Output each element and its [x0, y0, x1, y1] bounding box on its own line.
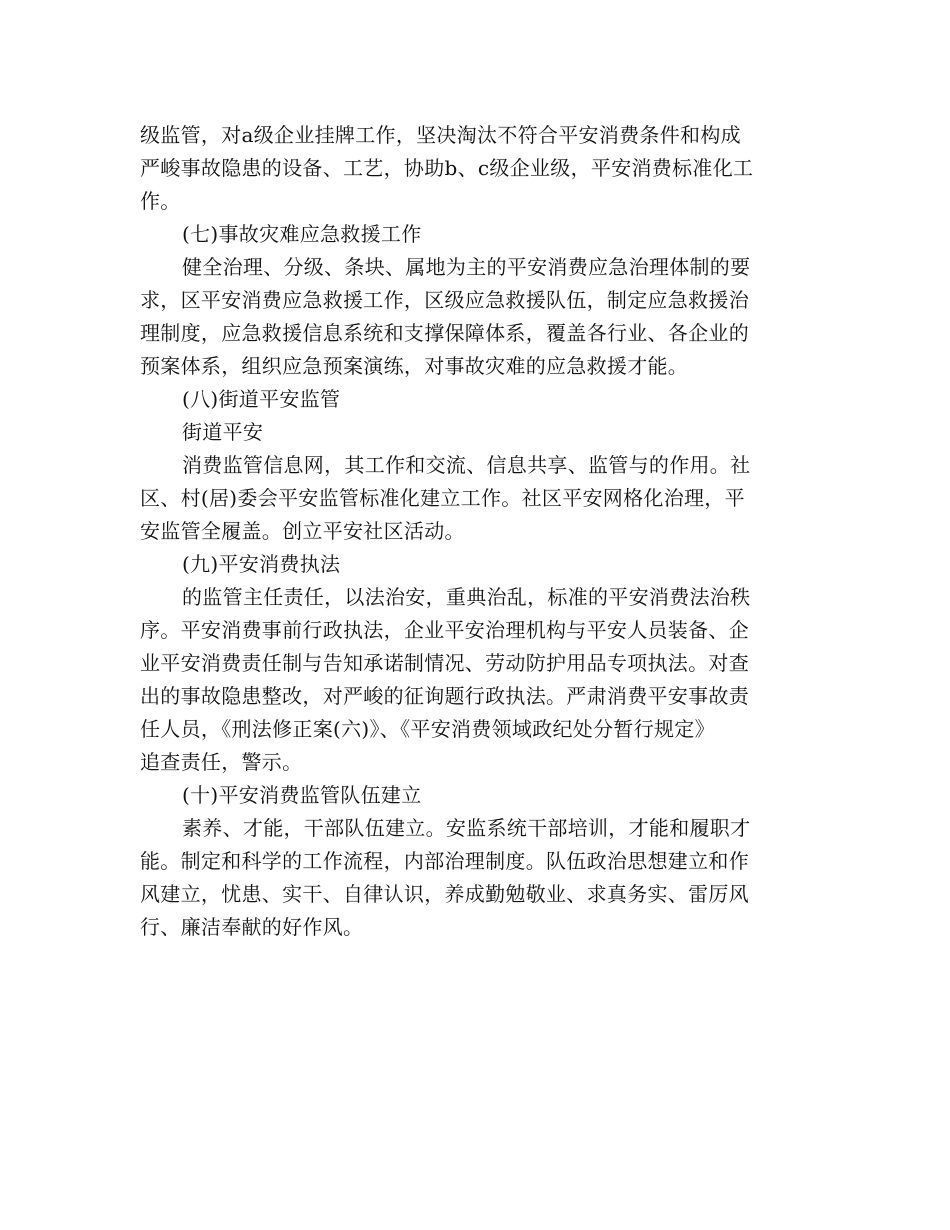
- text-line: 业平安消费责任制与告知承诺制情况、劳动防护用品专项执法。对查: [140, 651, 749, 675]
- paragraph-first-line: 的监管主任责任，以法治安，重典治乱，标准的平安消费法治秩: [182, 585, 751, 609]
- text-line: 区、村(居)委会平安监管标准化建立工作。社区平安网格化治理，平: [140, 486, 745, 510]
- text-line: 出的事故隐患整改，对严峻的征询题行政执法。严肃消费平安事故责: [140, 684, 749, 708]
- section-heading-8: (八)街道平安监管: [182, 387, 341, 411]
- section-heading-10: (十)平安消费监管队伍建立: [182, 783, 422, 807]
- section-heading-7: (七)事故灾难应急救援工作: [182, 222, 422, 246]
- text-line: 理制度，应急救援信息系统和支撑保障体系，覆盖各行业、各企业的: [140, 321, 749, 345]
- text-line: 追查责任，警示。: [140, 750, 303, 774]
- text-line: 能。制定和科学的工作流程，内部治理制度。队伍政治思想建立和作: [140, 849, 749, 873]
- text-line: 安监管全履盖。创立平安社区活动。: [140, 519, 465, 543]
- text-line: 级监管，对a级企业挂牌工作，坚决淘汰不符合平安消费条件和构成: [140, 123, 741, 147]
- text-line: 预案体系，组织应急预案演练，对事故灾难的应急救援才能。: [140, 354, 689, 378]
- text-line: 严峻事故隐患的设备、工艺，协助b、c级企业级，平安消费标准化工: [140, 156, 754, 180]
- text-line: 序。平安消费事前行政执法，企业平安治理机构与平安人员装备、企: [140, 618, 749, 642]
- document-body: [140, 119, 812, 944]
- paragraph-first-line: 街道平安: [182, 420, 264, 444]
- text-line: 任人员，《刑法修正案(六)》、《平安消费领域政纪处分暂行规定》: [140, 717, 715, 741]
- section-heading-9: (九)平安消费执法: [182, 552, 341, 576]
- paragraph-first-line: 消费监管信息网，其工作和交流、信息共享、监管与的作用。社: [182, 453, 751, 477]
- text-line: 求，区平安消费应急救援工作，区级应急救援队伍，制定应急救援治: [140, 288, 749, 312]
- text-line: 风建立，忧患、实干、自律认识，养成勤勉敬业、求真务实、雷厉风: [140, 882, 749, 906]
- text-line: 作。: [140, 189, 181, 213]
- paragraph-first-line: 健全治理、分级、条块、属地为主的平安消费应急治理体制的要: [182, 255, 751, 279]
- text-line: 行、廉洁奉献的好作风。: [140, 915, 364, 939]
- paragraph-first-line: 素养、才能，干部队伍建立。安监系统干部培训，才能和履职才: [182, 816, 751, 840]
